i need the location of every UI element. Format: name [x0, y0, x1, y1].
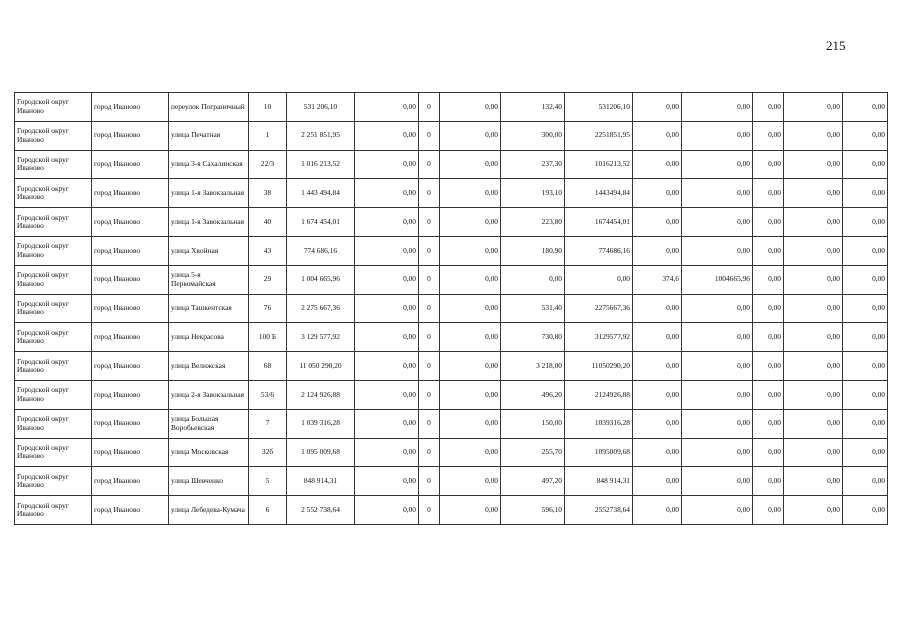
count-cell: 0 — [419, 294, 440, 323]
area-cell: 0,00 — [633, 380, 682, 409]
settlement-cell: город Иваново — [92, 323, 169, 352]
value-cell: 0,00 — [753, 438, 784, 467]
cost-cell: 0,00 — [355, 208, 419, 237]
street-cell: улица Хвойная — [169, 236, 249, 265]
municipality-cell: Городской округ Иваново — [15, 150, 92, 179]
municipality-cell: Городской округ Иваново — [15, 294, 92, 323]
amount-cell: 0,00 — [682, 496, 753, 525]
cost-cell: 0,00 — [440, 294, 501, 323]
cost-cell: 0,00 — [355, 352, 419, 381]
value-cell: 0,00 — [843, 409, 888, 438]
value-cell: 0,00 — [784, 208, 843, 237]
table-row — [15, 438, 888, 467]
area-cell: 300,00 — [501, 121, 565, 150]
value-cell: 0,00 — [843, 496, 888, 525]
area-cell: 0,00 — [633, 179, 682, 208]
registry-table — [14, 92, 888, 525]
table-row — [15, 179, 888, 208]
total-cost-cell: 1 443 494,84 — [287, 179, 355, 208]
area-cell: 531,40 — [501, 294, 565, 323]
area-cell: 255,70 — [501, 438, 565, 467]
municipality-cell: Городской округ Иваново — [15, 236, 92, 265]
count-cell: 0 — [419, 179, 440, 208]
count-cell: 0 — [419, 93, 440, 122]
table-row — [15, 294, 888, 323]
settlement-cell: город Иваново — [92, 121, 169, 150]
area-cell: 0,00 — [501, 265, 565, 294]
table-row — [15, 93, 888, 122]
value-cell: 0,00 — [753, 265, 784, 294]
settlement-cell: город Иваново — [92, 265, 169, 294]
amount-cell: 0,00 — [682, 438, 753, 467]
value-cell: 0,00 — [784, 150, 843, 179]
area-cell: 374,6 — [633, 265, 682, 294]
municipality-cell: Городской округ Иваново — [15, 380, 92, 409]
value-cell: 0,00 — [784, 496, 843, 525]
house-number-cell: 38 — [249, 179, 287, 208]
cost-cell: 0,00 — [440, 93, 501, 122]
count-cell: 0 — [419, 208, 440, 237]
street-cell: улица 1-я Завокзальная — [169, 179, 249, 208]
house-number-cell: 7 — [249, 409, 287, 438]
area-cell: 0,00 — [633, 496, 682, 525]
area-cell: 180,90 — [501, 236, 565, 265]
area-cell: 0,00 — [633, 121, 682, 150]
area-cell: 596,10 — [501, 496, 565, 525]
municipality-cell: Городской округ Иваново — [15, 467, 92, 496]
street-cell: улица 1-я Завокзальная — [169, 208, 249, 237]
total-cost-cell: 1 016 213,52 — [287, 150, 355, 179]
house-number-cell: 68 — [249, 352, 287, 381]
area-cell: 0,00 — [633, 93, 682, 122]
amount-cell: 2552738,64 — [565, 496, 633, 525]
amount-cell: 0,00 — [682, 236, 753, 265]
value-cell: 0,00 — [843, 93, 888, 122]
value-cell: 0,00 — [784, 236, 843, 265]
amount-cell: 774686,16 — [565, 236, 633, 265]
amount-cell: 0,00 — [682, 208, 753, 237]
cost-cell: 0,00 — [440, 265, 501, 294]
cost-cell: 0,00 — [355, 467, 419, 496]
cost-cell: 0,00 — [440, 380, 501, 409]
value-cell: 0,00 — [753, 380, 784, 409]
amount-cell: 0,00 — [682, 294, 753, 323]
count-cell: 0 — [419, 150, 440, 179]
amount-cell: 0,00 — [682, 93, 753, 122]
settlement-cell: город Иваново — [92, 93, 169, 122]
total-cost-cell: 2 124 926,88 — [287, 380, 355, 409]
total-cost-cell: 1 095 009,68 — [287, 438, 355, 467]
value-cell: 0,00 — [753, 208, 784, 237]
count-cell: 0 — [419, 236, 440, 265]
cost-cell: 0,00 — [355, 438, 419, 467]
street-cell: улица Велижская — [169, 352, 249, 381]
value-cell: 0,00 — [843, 294, 888, 323]
table-row — [15, 352, 888, 381]
municipality-cell: Городской округ Иваново — [15, 409, 92, 438]
house-number-cell: 40 — [249, 208, 287, 237]
settlement-cell: город Иваново — [92, 294, 169, 323]
amount-cell: 1039316,28 — [565, 409, 633, 438]
amount-cell: 2275667,36 — [565, 294, 633, 323]
street-cell: улица Московская — [169, 438, 249, 467]
cost-cell: 0,00 — [355, 236, 419, 265]
street-cell: улица Некрасова — [169, 323, 249, 352]
count-cell: 0 — [419, 265, 440, 294]
cost-cell: 0,00 — [355, 294, 419, 323]
house-number-cell: 22/3 — [249, 150, 287, 179]
house-number-cell: 100 Б — [249, 323, 287, 352]
house-number-cell: 43 — [249, 236, 287, 265]
table-row — [15, 121, 888, 150]
area-cell: 193,10 — [501, 179, 565, 208]
area-cell: 0,00 — [633, 467, 682, 496]
value-cell: 0,00 — [753, 93, 784, 122]
amount-cell: 1016213,52 — [565, 150, 633, 179]
count-cell: 0 — [419, 438, 440, 467]
amount-cell: 531206,10 — [565, 93, 633, 122]
municipality-cell: Городской округ Иваново — [15, 208, 92, 237]
value-cell: 0,00 — [843, 208, 888, 237]
value-cell: 0,00 — [784, 438, 843, 467]
area-cell: 0,00 — [633, 236, 682, 265]
street-cell: улица Большая Воробьевская — [169, 409, 249, 438]
house-number-cell: 29 — [249, 265, 287, 294]
value-cell: 0,00 — [753, 409, 784, 438]
amount-cell: 1443494,84 — [565, 179, 633, 208]
area-cell: 223,80 — [501, 208, 565, 237]
value-cell: 0,00 — [784, 265, 843, 294]
value-cell: 0,00 — [753, 352, 784, 381]
street-cell: улица Шевченко — [169, 467, 249, 496]
cost-cell: 0,00 — [355, 121, 419, 150]
amount-cell: 0,00 — [682, 352, 753, 381]
value-cell: 0,00 — [784, 409, 843, 438]
cost-cell: 0,00 — [355, 93, 419, 122]
house-number-cell: 5 — [249, 467, 287, 496]
value-cell: 0,00 — [753, 236, 784, 265]
total-cost-cell: 3 129 577,92 — [287, 323, 355, 352]
area-cell: 0,00 — [633, 438, 682, 467]
amount-cell: 0,00 — [682, 150, 753, 179]
house-number-cell: 6 — [249, 496, 287, 525]
count-cell: 0 — [419, 352, 440, 381]
value-cell: 0,00 — [843, 380, 888, 409]
cost-cell: 0,00 — [440, 236, 501, 265]
amount-cell: 0,00 — [682, 380, 753, 409]
total-cost-cell: 11 050 290,20 — [287, 352, 355, 381]
settlement-cell: город Иваново — [92, 496, 169, 525]
amount-cell: 0,00 — [682, 121, 753, 150]
value-cell: 0,00 — [753, 121, 784, 150]
cost-cell: 0,00 — [440, 150, 501, 179]
value-cell: 0,00 — [753, 496, 784, 525]
amount-cell: 0,00 — [682, 179, 753, 208]
value-cell: 0,00 — [784, 121, 843, 150]
amount-cell: 2251851,95 — [565, 121, 633, 150]
amount-cell: 1095009,68 — [565, 438, 633, 467]
area-cell: 132,40 — [501, 93, 565, 122]
area-cell: 237,30 — [501, 150, 565, 179]
count-cell: 0 — [419, 496, 440, 525]
value-cell: 0,00 — [843, 467, 888, 496]
area-cell: 730,80 — [501, 323, 565, 352]
area-cell: 0,00 — [633, 150, 682, 179]
street-cell: улица 5-я Первомайская — [169, 265, 249, 294]
total-cost-cell: 848 914,31 — [287, 467, 355, 496]
total-cost-cell: 2 552 738,64 — [287, 496, 355, 525]
value-cell: 0,00 — [843, 265, 888, 294]
table-row — [15, 265, 888, 294]
value-cell: 0,00 — [843, 352, 888, 381]
value-cell: 0,00 — [843, 121, 888, 150]
cost-cell: 0,00 — [355, 496, 419, 525]
total-cost-cell: 1 004 665,96 — [287, 265, 355, 294]
street-cell: улица Ташкентская — [169, 294, 249, 323]
cost-cell: 0,00 — [440, 179, 501, 208]
count-cell: 0 — [419, 467, 440, 496]
table-row — [15, 380, 888, 409]
amount-cell: 3129577,92 — [565, 323, 633, 352]
area-cell: 0,00 — [633, 323, 682, 352]
total-cost-cell: 2 275 667,36 — [287, 294, 355, 323]
settlement-cell: город Иваново — [92, 236, 169, 265]
cost-cell: 0,00 — [440, 438, 501, 467]
municipality-cell: Городской округ Иваново — [15, 323, 92, 352]
area-cell: 497,20 — [501, 467, 565, 496]
value-cell: 0,00 — [784, 380, 843, 409]
amount-cell: 1004665,96 — [682, 265, 753, 294]
value-cell: 0,00 — [753, 294, 784, 323]
amount-cell: 2124926,88 — [565, 380, 633, 409]
table-row — [15, 409, 888, 438]
table-row — [15, 150, 888, 179]
area-cell: 496,20 — [501, 380, 565, 409]
amount-cell: 0,00 — [682, 409, 753, 438]
cost-cell: 0,00 — [440, 467, 501, 496]
value-cell: 0,00 — [753, 467, 784, 496]
cost-cell: 0,00 — [440, 409, 501, 438]
cost-cell: 0,00 — [440, 121, 501, 150]
settlement-cell: город Иваново — [92, 208, 169, 237]
cost-cell: 0,00 — [355, 179, 419, 208]
area-cell: 150,00 — [501, 409, 565, 438]
municipality-cell: Городской округ Иваново — [15, 438, 92, 467]
area-cell: 3 218,00 — [501, 352, 565, 381]
table-row — [15, 236, 888, 265]
count-cell: 0 — [419, 380, 440, 409]
house-number-cell: 1 — [249, 121, 287, 150]
value-cell: 0,00 — [753, 323, 784, 352]
value-cell: 0,00 — [753, 179, 784, 208]
street-cell: улица Лебедева-Кумача — [169, 496, 249, 525]
table-row — [15, 496, 888, 525]
value-cell: 0,00 — [784, 179, 843, 208]
cost-cell: 0,00 — [355, 265, 419, 294]
page-number: 215 — [826, 38, 846, 53]
cost-cell: 0,00 — [440, 208, 501, 237]
cost-cell: 0,00 — [440, 323, 501, 352]
value-cell: 0,00 — [784, 294, 843, 323]
municipality-cell: Городской округ Иваново — [15, 265, 92, 294]
area-cell: 0,00 — [633, 409, 682, 438]
settlement-cell: город Иваново — [92, 352, 169, 381]
value-cell: 0,00 — [843, 179, 888, 208]
house-number-cell: 76 — [249, 294, 287, 323]
amount-cell: 0,00 — [682, 467, 753, 496]
settlement-cell: город Иваново — [92, 150, 169, 179]
municipality-cell: Городской округ Иваново — [15, 93, 92, 122]
value-cell: 0,00 — [753, 150, 784, 179]
value-cell: 0,00 — [843, 323, 888, 352]
value-cell: 0,00 — [843, 150, 888, 179]
value-cell: 0,00 — [784, 352, 843, 381]
table-row — [15, 323, 888, 352]
settlement-cell: город Иваново — [92, 179, 169, 208]
table-body — [15, 93, 888, 525]
settlement-cell: город Иваново — [92, 438, 169, 467]
municipality-cell: Городской округ Иваново — [15, 179, 92, 208]
table-row — [15, 208, 888, 237]
amount-cell: 0,00 — [682, 323, 753, 352]
cost-cell: 0,00 — [440, 496, 501, 525]
street-cell: переулок Пограничный — [169, 93, 249, 122]
total-cost-cell: 531 206,10 — [287, 93, 355, 122]
value-cell: 0,00 — [843, 438, 888, 467]
amount-cell: 11050290,20 — [565, 352, 633, 381]
municipality-cell: Городской округ Иваново — [15, 496, 92, 525]
amount-cell: 1674454,01 — [565, 208, 633, 237]
amount-cell: 848 914,31 — [565, 467, 633, 496]
count-cell: 0 — [419, 323, 440, 352]
total-cost-cell: 2 251 851,95 — [287, 121, 355, 150]
total-cost-cell: 1 674 454,01 — [287, 208, 355, 237]
total-cost-cell: 1 039 316,28 — [287, 409, 355, 438]
area-cell: 0,00 — [633, 352, 682, 381]
area-cell: 0,00 — [633, 294, 682, 323]
house-number-cell: 53/6 — [249, 380, 287, 409]
street-cell: улица 2-я Завокзальная — [169, 380, 249, 409]
count-cell: 0 — [419, 121, 440, 150]
house-number-cell: 32б — [249, 438, 287, 467]
cost-cell: 0,00 — [355, 150, 419, 179]
house-number-cell: 10 — [249, 93, 287, 122]
total-cost-cell: 774 686,16 — [287, 236, 355, 265]
settlement-cell: город Иваново — [92, 380, 169, 409]
municipality-cell: Городской округ Иваново — [15, 121, 92, 150]
area-cell: 0,00 — [633, 208, 682, 237]
municipality-cell: Городской округ Иваново — [15, 352, 92, 381]
street-cell: улица Печатная — [169, 121, 249, 150]
settlement-cell: город Иваново — [92, 467, 169, 496]
cost-cell: 0,00 — [440, 352, 501, 381]
cost-cell: 0,00 — [355, 380, 419, 409]
count-cell: 0 — [419, 409, 440, 438]
amount-cell: 0,00 — [565, 265, 633, 294]
settlement-cell: город Иваново — [92, 409, 169, 438]
street-cell: улица 3-я Сахалинская — [169, 150, 249, 179]
value-cell: 0,00 — [784, 467, 843, 496]
table-row — [15, 467, 888, 496]
cost-cell: 0,00 — [355, 409, 419, 438]
value-cell: 0,00 — [784, 323, 843, 352]
cost-cell: 0,00 — [355, 323, 419, 352]
value-cell: 0,00 — [784, 93, 843, 122]
value-cell: 0,00 — [843, 236, 888, 265]
